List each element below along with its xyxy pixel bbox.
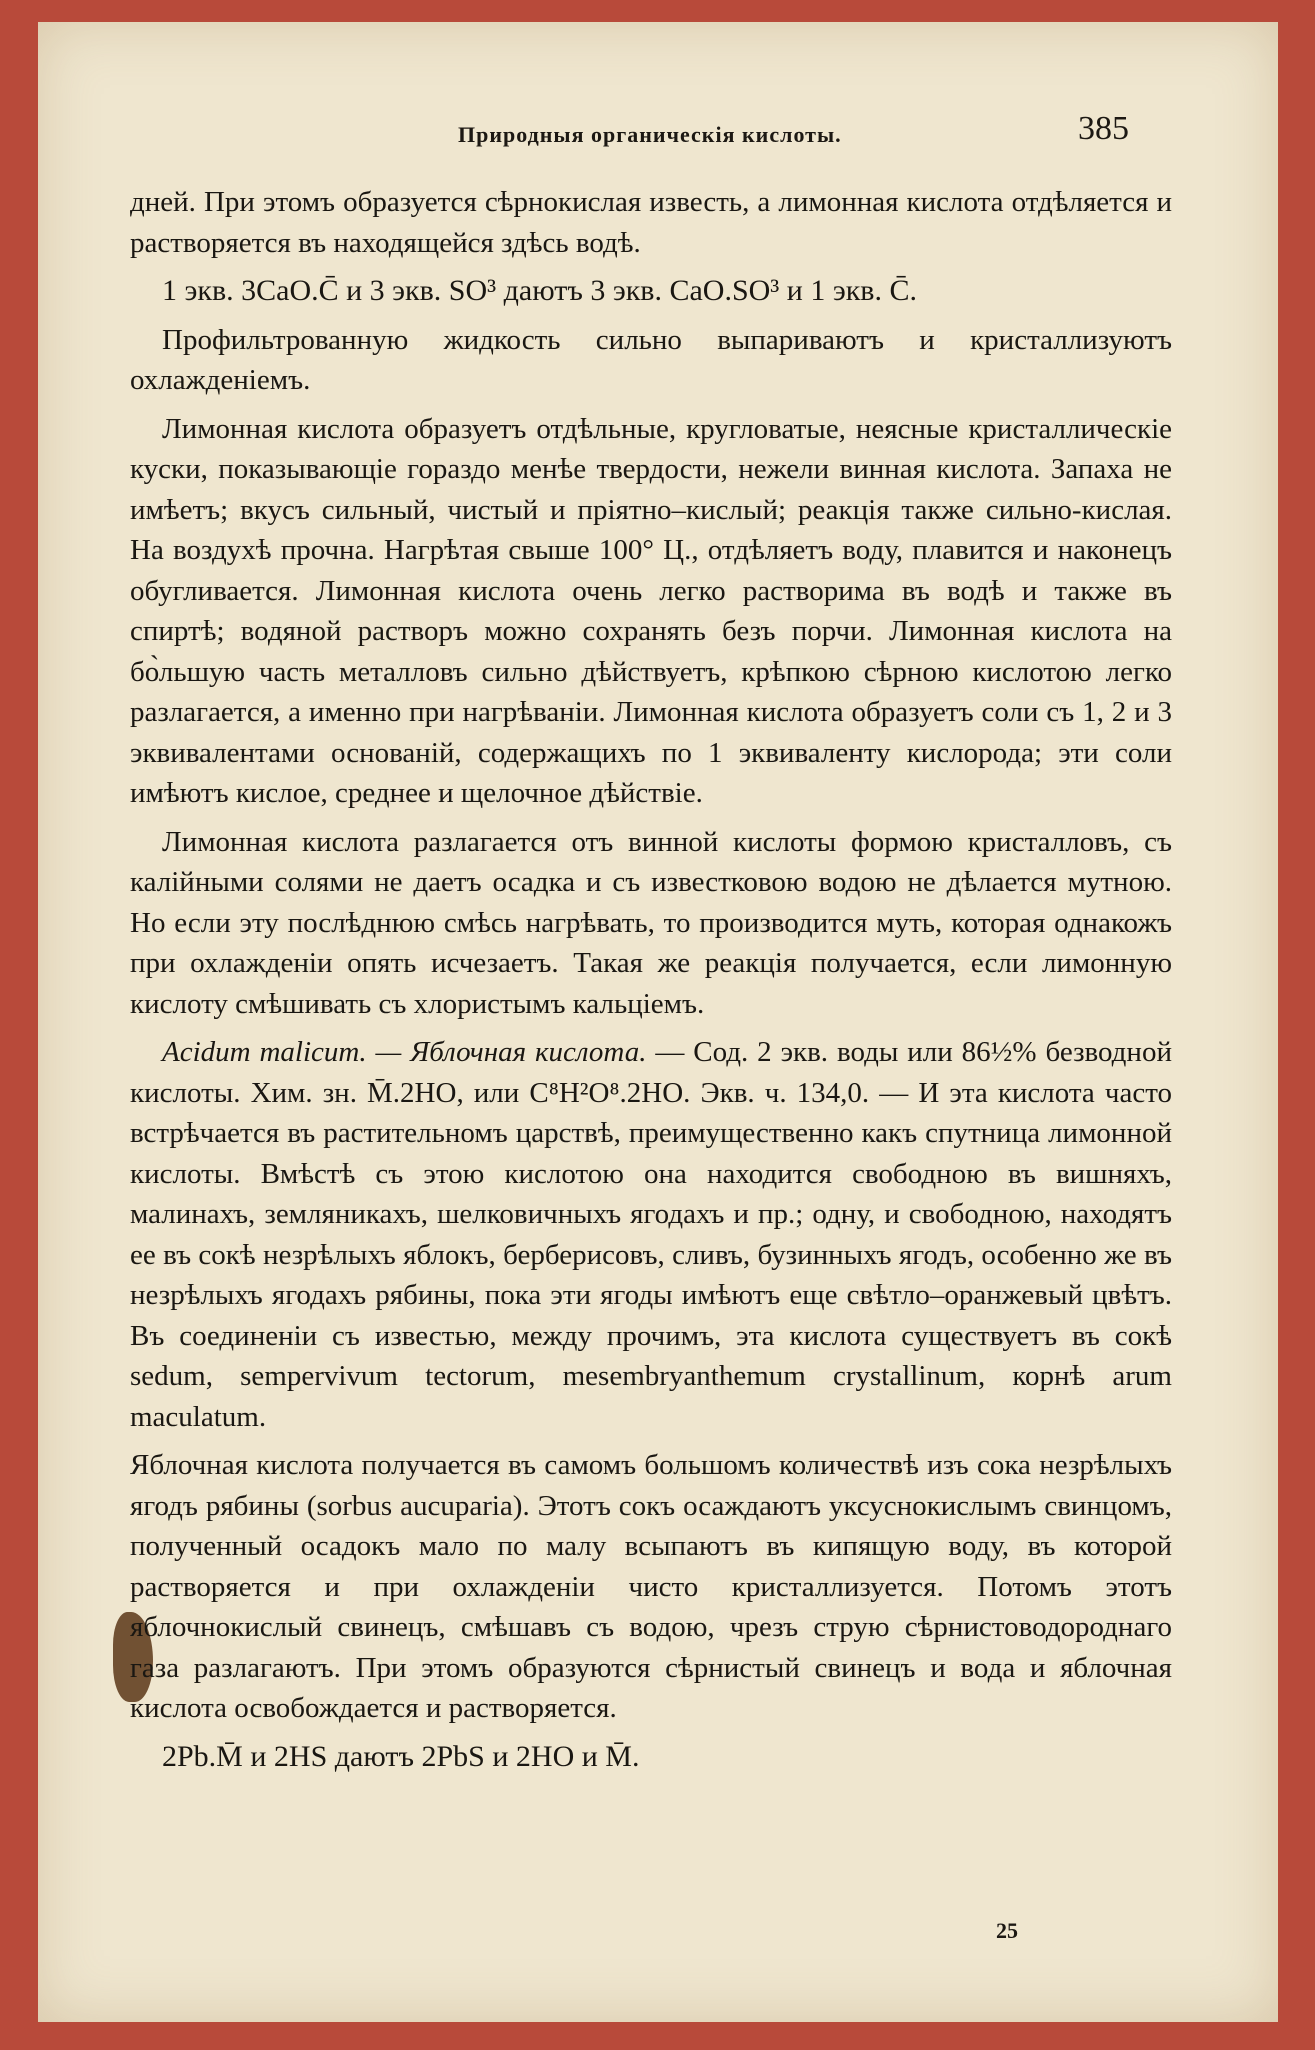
- paragraph: Лимонная кислота образуетъ отдѣльные, кругловатые, неясные кристаллическіе куски, показывающіе гораздо менѣе твердости, нежели винная кислота. Запаха не имѣетъ; вкусъ сильный, чистый и пріятно–кислый; реакція также сильно-кислая. На воздухѣ прочна. Нагрѣтая свыше 100° Ц., отдѣляетъ воду, плавится и наконецъ обугливается. Лимонная кислота очень легко растворима въ водѣ и также въ спиртѣ; водяной растворъ можно сохранять безъ порчи. Лимонная кислота на бо̀льшую часть металловъ сильно дѣйствуетъ, крѣпкою сѣрною кислотою легко разлагается, а именно при нагрѣваніи. Лимонная кислота образуетъ соли съ 1, 2 и 3 эквивалентами основаній, содержащихъ по 1 эквиваленту кислорода; эти соли имѣютъ кислое, среднее и щелочное дѣйствіе.: [130, 412, 1172, 809]
- signature-mark: 25: [996, 1918, 1018, 1943]
- paragraph: Яблочная кислота получается въ самомъ большомъ количествѣ изъ сока незрѣлыхъ ягодъ рябины (sorbus aucuparia). Этотъ сокъ осаждаютъ уксуснокислымъ свинцомъ, полученный осадокъ мало по малу всыпаютъ въ кипящую воду, въ которой растворяется и при охлажденіи чисто кристаллизуется. Потомъ этотъ яблочнокислый свинецъ, смѣшавъ съ водою, чрезъ струю сѣрнистоводороднаго газа разлагаютъ. При этомъ образуются сѣрнистый свинецъ и вода и яблочная кислота освобождается и растворяется.: [130, 1449, 1172, 1724]
- paragraph: Лимонная кислота разлагается отъ винной кислоты формою кристалловъ, съ калійными солями не даетъ осадка и съ известковою водою не дѣлается мутною. Но если эту послѣднюю смѣсь нагрѣвать, то производится муть, которая однакожъ при охлажденіи опять исчезаетъ. Такая же реакція получается, если лимонную кислоту смѣшивать съ хлористымъ кальціемъ.: [130, 825, 1172, 1020]
- book-page: [38, 22, 1278, 2022]
- paragraph: дней. При этомъ образуется сѣрнокислая известь, а лимонная кислота отдѣляется и растворяется въ находящейся здѣсь водѣ.: [130, 186, 1172, 259]
- body-text: [130, 182, 1172, 1785]
- paragraph-text: — Сод. 2 экв. воды или 86½% безводной кислоты. Хим. зн. M̄.2HO, или C⁸H²O⁸.2HO. Экв. ч. 134,0. — И эта кислота часто встрѣчается въ растительномъ царствѣ, преимущественно какъ спутница лимонной кислоты. Вмѣстѣ съ этою кислотою она находится свободною въ вишняхъ, малинахъ, земляникахъ, шелковичныхъ ягодахъ и пр.; одну, и свободною, находятъ ее въ сокѣ незрѣлыхъ яблокъ, берберисовъ, сливъ, бузинныхъ ягодъ, особенно же въ незрѣлыхъ ягодахъ рябины, пока эти ягоды имѣютъ еще свѣтло–оранжевый цвѣтъ. Въ соединеніи съ известью, между прочимъ, эта кислота существуетъ въ сокѣ sedum, sempervivum tectorum, mesembryanthemum crystallinum, корнѣ arum maculatum.: [130, 1036, 1172, 1433]
- section-heading: Acidum malicum. — Яблочная кислота.: [162, 1036, 647, 1068]
- formula-line: 1 экв. 3CaO.C̄ и 3 экв. SO³ даютъ 3 экв. CaO.SO³ и 1 экв. C̄.: [162, 274, 917, 307]
- formula-line: 2Pb.M̄ и 2HS даютъ 2PbS и 2HO и M̄.: [162, 1739, 640, 1773]
- page-number: 385: [1078, 110, 1129, 147]
- paragraph: Профильтрованную жидкость сильно выпариваютъ и кристаллизуютъ охлажденіемъ.: [130, 323, 1172, 396]
- page-header: [38, 92, 1278, 152]
- running-title: Природныя органическія кислоты.: [458, 122, 842, 147]
- paragraph-malic-acid: [130, 1032, 1172, 1437]
